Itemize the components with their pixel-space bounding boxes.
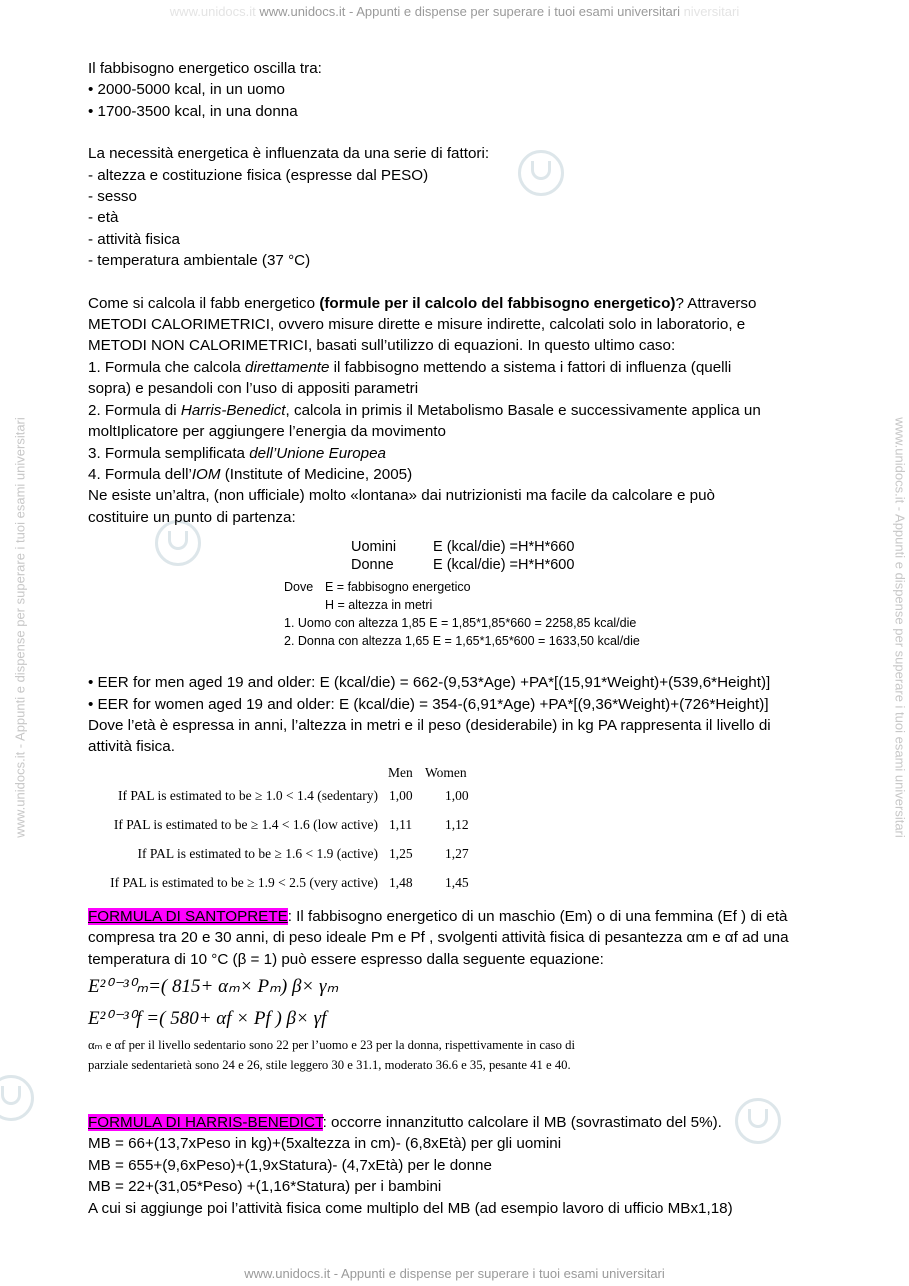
harris-intro (88, 1112, 828, 1133)
legend-value: H = altezza in metri (325, 598, 433, 613)
eer-men: • EER for men aged 19 and older: E (kcal/die) = 662-(9,53*Age) +PA*[(15,91*Weight)+(539,6*Height)] (88, 674, 771, 692)
santoprete-text: temperatura di 10 °C (β = 1) può essere espresso dalla seguente equazione: (88, 950, 604, 968)
santoprete-equation-men: E²⁰⁻³⁰ₘ=( 815+ αₘ× Pₘ) β× γₘ (88, 975, 339, 997)
text-italic: Harris-Benedict (180, 401, 286, 419)
calc-paragraph: costituire un punto di partenza: (88, 508, 296, 526)
calc-paragraph: Ne esiste un’altra, (non ufficiale) molto «lontana» dai nutrizionisti ma facile da calcolare e può (88, 487, 715, 505)
formula-label: Donne (351, 557, 394, 574)
text: : occorre innanzitutto calcolare il MB (sovrastimato del 5%). (322, 1113, 722, 1131)
santoprete-text: compresa tra 20 e 30 anni, di peso ideale Pm e Pf , svolgenti attività fisica di pesantezza αm e αf ad una (88, 929, 789, 947)
harris-note: A cui si aggiunge poi l’attività fisica come multiplo del MB (ad esempio lavoro di ufficio MBx1,18) (88, 1199, 733, 1217)
watermark-ghost: niversitari (683, 4, 740, 19)
method-item (88, 400, 828, 421)
formula-value: E (kcal/die) =H*H*660 (433, 539, 575, 556)
harris-formula: MB = 66+(13,7xPeso in kg)+(5xaltezza in cm)- (6,8xEtà) per gli uomini (88, 1135, 562, 1153)
intro-line: • 2000-5000 kcal, in un uomo (88, 81, 285, 99)
method-item: moltIplicatore per aggiungere l’energia da movimento (88, 423, 446, 441)
pal-men-value: 1,25 (389, 845, 413, 861)
formula-example: 2. Donna con altezza 1,65 E = 1,65*1,65*600 = 1633,50 kcal/die (284, 634, 640, 649)
pal-row-label: If PAL is estimated to be ≥ 1.4 < 1.6 (low active) (113, 816, 378, 832)
santoprete-intro (88, 906, 828, 927)
pal-men-value: 1,00 (389, 787, 413, 803)
santoprete-highlight: FORMULA DI SANTOPRETE (88, 907, 288, 925)
santoprete-note: αₘ e αf per il livello sedentario sono 22 per l’uomo e 23 per la donna, rispettivamente in caso di (88, 1037, 575, 1052)
formula-label: Uomini (351, 539, 397, 556)
pal-women-value: 1,00 (445, 787, 469, 803)
formula-value: E (kcal/die) =H*H*600 (433, 557, 575, 574)
factor-item: - altezza e costituzione fisica (espresse dal PESO) (88, 166, 429, 184)
watermark-side-left: www.unidocs.it - Appunti e dispense per superare i tuoi esami universitari (12, 417, 28, 838)
intro-line: Il fabbisogno energetico oscilla tra: (88, 60, 322, 77)
watermark-text: www.unidocs.it - Appunti e dispense per superare i tuoi esami universitari (244, 1266, 665, 1281)
text-bold: (formule per il calcolo del fabbisogno energetico) (319, 294, 676, 312)
factor-item: - attività fisica (88, 230, 180, 248)
watermark-header (0, 4, 909, 19)
watermark-side-right: www.unidocs.it - Appunti e dispense per superare i tuoi esami universitari (892, 417, 908, 838)
text-italic: IOM (191, 465, 221, 483)
unidocs-logo-icon (0, 1075, 34, 1121)
calc-paragraph: METODI CALORIMETRICI, ovvero misure dirette e misure indirette, calcolati solo in laboratorio, e (88, 316, 746, 334)
pal-row-label: If PAL is estimated to be ≥ 1.0 < 1.4 (sedentary) (118, 787, 378, 803)
eer-women: • EER for women aged 19 and older: E (kcal/die) = 354-(6,91*Age) +PA*[(9,36*Weight)+(726*Height)] (88, 695, 769, 713)
factors-title: La necessità energetica è influenzata da una serie di fattori: (88, 145, 490, 163)
text: 1. Formula che calcola (88, 358, 246, 376)
text: Come si calcola il fabb energetico (88, 294, 320, 312)
text: il fabbisogno mettendo a sistema i fattori di influenza (quelli (329, 358, 732, 376)
text-italic: dell’Unione Europea (249, 444, 387, 462)
method-item (88, 357, 828, 378)
formula-legend (88, 578, 828, 650)
pal-men-value: 1,48 (389, 874, 413, 890)
watermark-footer (0, 1266, 909, 1281)
pal-women-value: 1,12 (445, 816, 469, 832)
legend-key: Dove (284, 580, 314, 595)
text: , calcola in primis il Metabolismo Basale e successivamente applica un (285, 401, 761, 419)
factor-item: - età (88, 209, 119, 227)
text: : Il fabbisogno energetico di un maschio (Em) o di una femmina (Ef ) di età (287, 907, 788, 925)
santoprete-equation-women: E²⁰⁻³⁰f =( 580+ αf × Pf ) β× γf (88, 1007, 327, 1029)
document-body (88, 58, 828, 1219)
pal-table (88, 762, 828, 892)
pal-men-value: 1,11 (389, 816, 413, 832)
pal-women-value: 1,27 (445, 845, 469, 861)
harris-highlight: FORMULA DI HARRIS-BENEDICT (88, 1113, 323, 1131)
method-item (88, 464, 828, 485)
text: 2. Formula di (88, 401, 181, 419)
method-item: sopra) e pesandoli con l’uso di appositi parametri (88, 380, 419, 398)
harris-formula: MB = 655+(9,6xPeso)+(1,9xStatura)- (4,7xEtà) per le donne (88, 1156, 492, 1174)
pal-row-label: If PAL is estimated to be ≥ 1.6 < 1.9 (active) (137, 845, 378, 861)
text: (Institute of Medicine, 2005) (220, 465, 413, 483)
factor-item: - temperatura ambientale (37 °C) (88, 252, 311, 270)
text-italic: direttamente (245, 358, 330, 376)
text: ? Attraverso (675, 294, 757, 312)
calc-paragraph (88, 293, 828, 314)
text: 3. Formula semplificata (88, 444, 250, 462)
method-item (88, 443, 828, 464)
santoprete-note: parziale sedentarietà sono 24 e 26, stile leggero 30 e 31.1, moderato 36.6 e 35, pesante 41 e 40. (88, 1057, 571, 1072)
pal-women-value: 1,45 (445, 874, 469, 890)
formula-example: 1. Uomo con altezza 1,85 E = 1,85*1,85*660 = 2258,85 kcal/die (284, 616, 637, 631)
text: 4. Formula dell’ (88, 465, 192, 483)
watermark-text: www.unidocs.it - Appunti e dispense per superare i tuoi esami universitari (259, 4, 680, 19)
intro-line: • 1700-3500 kcal, in una donna (88, 102, 298, 120)
factor-item: - sesso (88, 188, 137, 206)
eer-note: Dove l’età è espressa in anni, l’altezza in metri e il peso (desiderabile) in kg PA rappresenta il livello di (88, 716, 771, 734)
legend-value: E = fabbisogno energetico (325, 580, 471, 595)
calc-paragraph: METODI NON CALORIMETRICI, basati sull’utilizzo di equazioni. In questo ultimo caso: (88, 337, 676, 355)
pal-header-women: Women (425, 764, 467, 780)
pal-row-label: If PAL is estimated to be ≥ 1.9 < 2.5 (very active) (110, 874, 378, 890)
eer-note: attività fisica. (88, 738, 175, 756)
pal-header-men: Men (388, 764, 413, 780)
watermark-ghost: www.unidocs.it (169, 4, 256, 19)
simple-formula (88, 538, 828, 574)
harris-formula: MB = 22+(31,05*Peso) +(1,16*Statura) per i bambini (88, 1178, 442, 1196)
